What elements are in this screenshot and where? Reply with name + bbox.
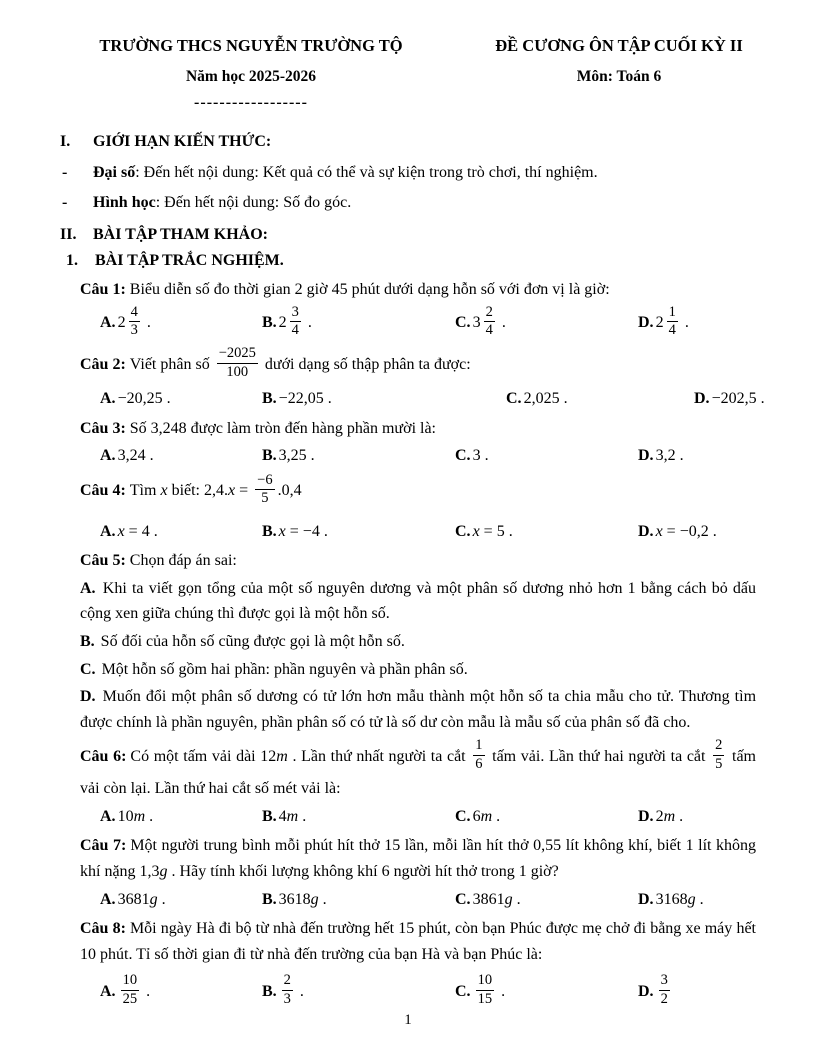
- option-key: A.: [100, 447, 116, 465]
- option-d: [638, 973, 756, 1011]
- bullet-dai-so: [60, 160, 756, 186]
- option-key: B.: [262, 890, 277, 908]
- option-key: B.: [262, 982, 277, 1000]
- question-4-options: [100, 519, 756, 545]
- stem-text: Biểu diễn số đo thời gian 2 giờ 45 phút dưới dạng hỗn số với đơn vị là giờ:: [129, 280, 610, 298]
- bullet-marker: -: [62, 194, 68, 212]
- stem-text: Một người trung bình mỗi phút hít thở 15 lần, mỗi lần hít thở 0,55 lít không khí, biết 1 lít không khí nặng 1,3g . Hãy tính khối lượng không khí 6 người hít thở trong 1 giờ?: [80, 837, 757, 880]
- option-key: B.: [80, 633, 95, 651]
- question-3-stem: [80, 416, 756, 442]
- question-5-option-d: [80, 684, 756, 735]
- option-b: [262, 443, 455, 469]
- question-7-options: [100, 887, 756, 913]
- stem-text: Viết phân số $\frac{-2025}{100}$ dưới dạng số thập phân ta được:: [129, 345, 471, 380]
- option-a: [100, 804, 262, 830]
- option-value: x = −4 .: [278, 522, 328, 540]
- question-4: [60, 473, 756, 544]
- option-value: 2 $\frac{3}{4}$ .: [278, 303, 312, 338]
- section-1-number: I.: [60, 133, 71, 150]
- option-value: x = −0,2 .: [655, 522, 717, 540]
- option-value: 3 $\frac{2}{4}$ .: [472, 303, 506, 338]
- option-value: $\frac{10}{25}$ .: [122, 972, 151, 1007]
- option-key: D.: [638, 314, 654, 332]
- stem-text: Số 3,248 được làm tròn đến hàng phần mười là:: [129, 419, 436, 437]
- option-key: B.: [262, 390, 277, 408]
- option-key: C.: [455, 890, 471, 908]
- option-value: Muốn đổi một phân số dương có tử lớn hơn mẫu thành một hỗn số ta chia mẫu cho tử. Thương tìm được chính là phần nguyên, phần phân số có tử là số dư còn mẫu là mẫu số của phân số đã cho.: [80, 688, 757, 731]
- option-d: [638, 804, 756, 830]
- question-5-option-b: [80, 629, 756, 655]
- option-key: C.: [455, 447, 471, 465]
- exam-header: [60, 36, 756, 116]
- option-key: A.: [100, 390, 116, 408]
- option-key: D.: [638, 807, 654, 825]
- question-3-options: [100, 443, 756, 469]
- question-4-stem: [80, 473, 756, 511]
- bullet-text: Hình học: Đến hết nội dung: Số đo góc.: [93, 194, 352, 212]
- option-d: [638, 519, 756, 545]
- title-block: [480, 36, 758, 86]
- bullet-hinh-hoc: [60, 190, 756, 216]
- option-value: 3618g .: [278, 890, 327, 908]
- option-key: D.: [638, 890, 654, 908]
- question-6-label: Câu 6:: [80, 748, 127, 765]
- page-number: 1: [404, 1012, 412, 1028]
- question-5-stem: [80, 548, 756, 574]
- question-5-option-c: [80, 657, 756, 683]
- option-value: $\frac{3}{2}$: [660, 972, 668, 1007]
- question-7-stem: [80, 833, 756, 884]
- question-5: [60, 548, 756, 735]
- option-key: D.: [638, 982, 654, 1000]
- option-value: 3,2 .: [655, 447, 684, 465]
- option-d: [638, 305, 756, 343]
- option-key: C.: [80, 660, 96, 678]
- question-7: [60, 833, 756, 912]
- question-7-label: Câu 7:: [80, 837, 127, 855]
- exam-title: ĐỀ CƯƠNG ÔN TẬP CUỐI KỲ II: [495, 36, 743, 55]
- question-6-stem: [80, 738, 756, 801]
- section-2-heading: [60, 222, 756, 248]
- option-c: [455, 443, 638, 469]
- option-key: A.: [80, 579, 96, 597]
- question-2-options: [100, 386, 765, 412]
- option-a: [100, 386, 262, 412]
- option-key: A.: [100, 522, 116, 540]
- option-key: B.: [262, 807, 277, 825]
- question-8-label: Câu 8:: [80, 920, 126, 938]
- stem-text: Có một tấm vải dài 12m . Lần thứ nhất người ta cắt $\frac{1}{6}$ tấm vải. Lần thứ hai người ta cắt $\frac{2}{5}$ tấm vải còn lại. Lần thứ hai cắt số mét vải là:: [80, 737, 756, 798]
- option-value: 10m .: [117, 807, 154, 825]
- question-1-label: Câu 1:: [80, 280, 126, 298]
- option-value: Số đối của hỗn số cũng được gọi là một hỗn số.: [100, 633, 405, 651]
- option-a: [100, 443, 262, 469]
- option-key: A.: [100, 314, 116, 332]
- option-c: [506, 386, 694, 412]
- option-value: 3 .: [472, 447, 489, 465]
- question-2-label: Câu 2:: [80, 355, 126, 373]
- option-a: [100, 519, 262, 545]
- bullet-text: Đại số: Đến hết nội dung: Kết quả có thể và sự kiện trong trò chơi, thí nghiệm.: [93, 163, 598, 181]
- option-a: [100, 887, 262, 913]
- option-value: 3861g .: [472, 890, 521, 908]
- option-key: C.: [506, 390, 522, 408]
- section-2-title: BÀI TẬP THAM KHẢO:: [93, 225, 268, 243]
- bullet-marker: -: [62, 163, 68, 181]
- question-3: [60, 416, 756, 469]
- option-key: A.: [100, 807, 116, 825]
- option-key: A.: [100, 890, 116, 908]
- option-key: D.: [694, 390, 710, 408]
- option-value: x = 5 .: [472, 522, 513, 540]
- option-value: 3681g .: [117, 890, 166, 908]
- question-2: [60, 345, 765, 411]
- option-b: [262, 519, 455, 545]
- option-key: C.: [455, 807, 471, 825]
- option-value: Một hỗn số gồm hai phần: phần nguyên và phần phân số.: [101, 660, 468, 678]
- option-key: B.: [262, 314, 277, 332]
- question-1: [60, 277, 756, 342]
- option-value: 6m .: [472, 807, 501, 825]
- option-c: [455, 804, 638, 830]
- option-d: [638, 443, 756, 469]
- header-divider: ------------------: [194, 94, 308, 111]
- option-key: C.: [455, 522, 471, 540]
- question-8-stem: [80, 916, 756, 967]
- option-c: [455, 973, 638, 1011]
- option-d: [694, 386, 765, 412]
- option-value: x = 4 .: [117, 522, 158, 540]
- option-b: [262, 973, 455, 1011]
- section-1-heading: [60, 129, 756, 155]
- option-b: [262, 386, 506, 412]
- option-value: 3,25 .: [278, 447, 315, 465]
- option-key: C.: [455, 314, 471, 332]
- question-5-option-a: [80, 576, 756, 627]
- question-8: [60, 916, 756, 1011]
- option-value: 2 $\frac{1}{4}$ .: [655, 303, 689, 338]
- question-2-stem: [80, 346, 756, 384]
- stem-text: Chọn đáp án sai:: [129, 552, 237, 570]
- exam-subject: Môn: Toán 6: [576, 67, 662, 85]
- question-3-label: Câu 3:: [80, 419, 126, 437]
- section-1-title: GIỚI HẠN KIẾN THỨC:: [93, 133, 272, 150]
- option-key: D.: [638, 522, 654, 540]
- section-2-number: II.: [60, 225, 77, 243]
- option-key: B.: [262, 447, 277, 465]
- option-value: Khi ta viết gọn tổng của một số nguyên dương và một phân số dương nhỏ hơn 1 bằng cách bỏ dấu cộng xen giữa chúng thì được gọi là một hỗn số.: [80, 579, 756, 623]
- option-value: 4m .: [278, 807, 307, 825]
- option-c: [455, 887, 638, 913]
- school-block: [95, 36, 407, 111]
- question-8-options: [100, 973, 756, 1011]
- question-1-options: [100, 305, 756, 343]
- stem-text: Tìm x biết: 2,4.x = $\frac{-6}{5}$ .0,4: [129, 471, 302, 507]
- option-key: D.: [80, 688, 96, 706]
- option-d: [638, 887, 756, 913]
- question-4-label: Câu 4:: [80, 482, 126, 500]
- subsection-1-title: BÀI TẬP TRẮC NGHIỆM.: [95, 252, 284, 270]
- option-b: [262, 305, 455, 343]
- option-value: 2 $\frac{4}{3}$ .: [117, 303, 151, 338]
- option-value: 3168g .: [655, 890, 704, 908]
- option-value: $\frac{2}{3}$ .: [283, 972, 304, 1007]
- option-key: A.: [100, 982, 116, 1000]
- question-6-options: [100, 804, 756, 830]
- school-year: Năm học 2025-2026: [185, 67, 317, 85]
- option-b: [262, 887, 455, 913]
- question-5-label: Câu 5:: [80, 552, 126, 570]
- option-value: −20,25 .: [117, 390, 171, 408]
- option-key: B.: [262, 522, 277, 540]
- option-value: −22,05 .: [278, 390, 332, 408]
- option-value: −202,5 .: [711, 390, 765, 408]
- option-a: [100, 973, 262, 1011]
- question-6: [60, 738, 756, 829]
- option-c: [455, 305, 638, 343]
- stem-text: Mỗi ngày Hà đi bộ từ nhà đến trường hết 15 phút, còn bạn Phúc được mẹ chở đi bằng xe máy hết 10 phút. Tỉ số thời gian đi từ nhà đến trường của bạn Hà và bạn Phúc là:: [80, 920, 756, 963]
- option-value: 3,24 .: [117, 447, 154, 465]
- option-c: [455, 519, 638, 545]
- subsection-1-heading: [66, 248, 756, 274]
- subsection-1-number: 1.: [66, 252, 78, 270]
- option-key: D.: [638, 447, 654, 465]
- option-a: [100, 305, 262, 343]
- option-value: $\frac{10}{15}$ .: [477, 972, 506, 1007]
- option-b: [262, 804, 455, 830]
- option-key: C.: [455, 982, 471, 1000]
- option-value: 2m .: [655, 807, 684, 825]
- option-value: 2,025 .: [523, 390, 568, 408]
- school-name: TRƯỜNG THCS NGUYỄN TRƯỜNG TỘ: [99, 36, 403, 55]
- question-1-stem: [80, 277, 756, 303]
